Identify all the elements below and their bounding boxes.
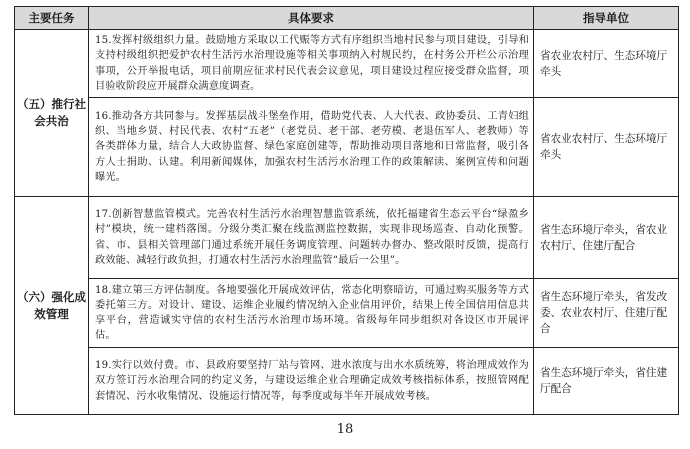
table-row: [15, 348, 679, 415]
requirement-cell: 17.创新智慧监管模式。完善农村生活污水治理智慧监管系统，依托福建省生态云平台“绿盈乡村”模块，统一建档落图。分级分类汇聚在线监测监控数据，实现非现场巡查、自动化预警。省、市、县相关管理部门通过系统开展任务调度管理、问题转办督办、整改限时反馈，提高行政效能、减轻行政负担，打通农村生活污水治理监管“最后一公里”。: [89, 197, 534, 279]
unit-cell: 省生态环境厅牵头，省住建厅配合: [534, 348, 679, 415]
header-task: 主要任务: [15, 7, 89, 30]
requirement-cell: 19.实行以效付费。市、县政府要坚持厂站与管网、进水浓度与出水水质统筹，将治理成效作为双方签订污水治理合同的约定义务，与建设运维企业合理确定成效考核指标体系，按照管网配套情况、污水收集情况、设施运行情况等，每季度或每半年开展成效考核。: [89, 348, 534, 415]
table-row: [15, 197, 679, 279]
page-number: 18: [336, 422, 354, 437]
task-table: [14, 6, 679, 415]
unit-cell: 省农业农村厅、生态环境厅牵头: [534, 98, 679, 197]
header-unit: 指导单位: [534, 7, 679, 30]
task-cell: （六）强化成效管理: [15, 197, 89, 415]
task-cell: （五）推行社会共治: [15, 30, 89, 197]
table-row: [15, 30, 679, 98]
requirement-cell: 15.发挥村级组织力量。鼓励地方采取以工代赈等方式有序组织当地村民参与项目建设，引导和支持村级组织把爱护农村生活污水治理设施等相关事项纳入村规民约，在村务公开栏公示治理事项，公开举报电话，项目前期应征求村民代表会议意见，项目建设过程应接受群众监督，项目验收阶段应开展群众满意度调查。: [89, 30, 534, 98]
table-row: [15, 98, 679, 197]
table-header-row: [15, 7, 679, 30]
unit-cell: 省农业农村厅、生态环境厅牵头: [534, 30, 679, 98]
table-row: [15, 279, 679, 348]
header-requirement: 具体要求: [89, 7, 534, 30]
unit-cell: 省生态环境厅牵头，省农业农村厅、住建厅配合: [534, 197, 679, 279]
requirement-cell: 16.推动各方共同参与。发挥基层战斗堡垒作用，借助党代表、人大代表、政协委员、工青妇组织、当地乡贤、村民代表、农村“五老”（老党员、老干部、老劳模、老退伍军人、老教师）等各类群体力量，结合人大政协监督、绿色家庭创建等，帮助推动项目落地和日常监督，吸引各方人士捐助、认建。利用新闻媒体，加强农村生活污水治理工作的政策解读、案例宣传和问题曝光。: [89, 98, 534, 197]
requirement-cell: 18.建立第三方评估制度。各地要强化开展成效评估，常态化明察暗访，可通过购买服务等方式委托第三方。对设计、建设、运维企业履约情况纳入企业信用评价，结果上传全国信用信息共享平台，营造诚实守信的农村生活污水治理市场环境。省级每年同步组织对各设区市开展评估。: [89, 279, 534, 348]
unit-cell: 省生态环境厅牵头，省发改委、农业农村厅、住建厅配合: [534, 279, 679, 348]
